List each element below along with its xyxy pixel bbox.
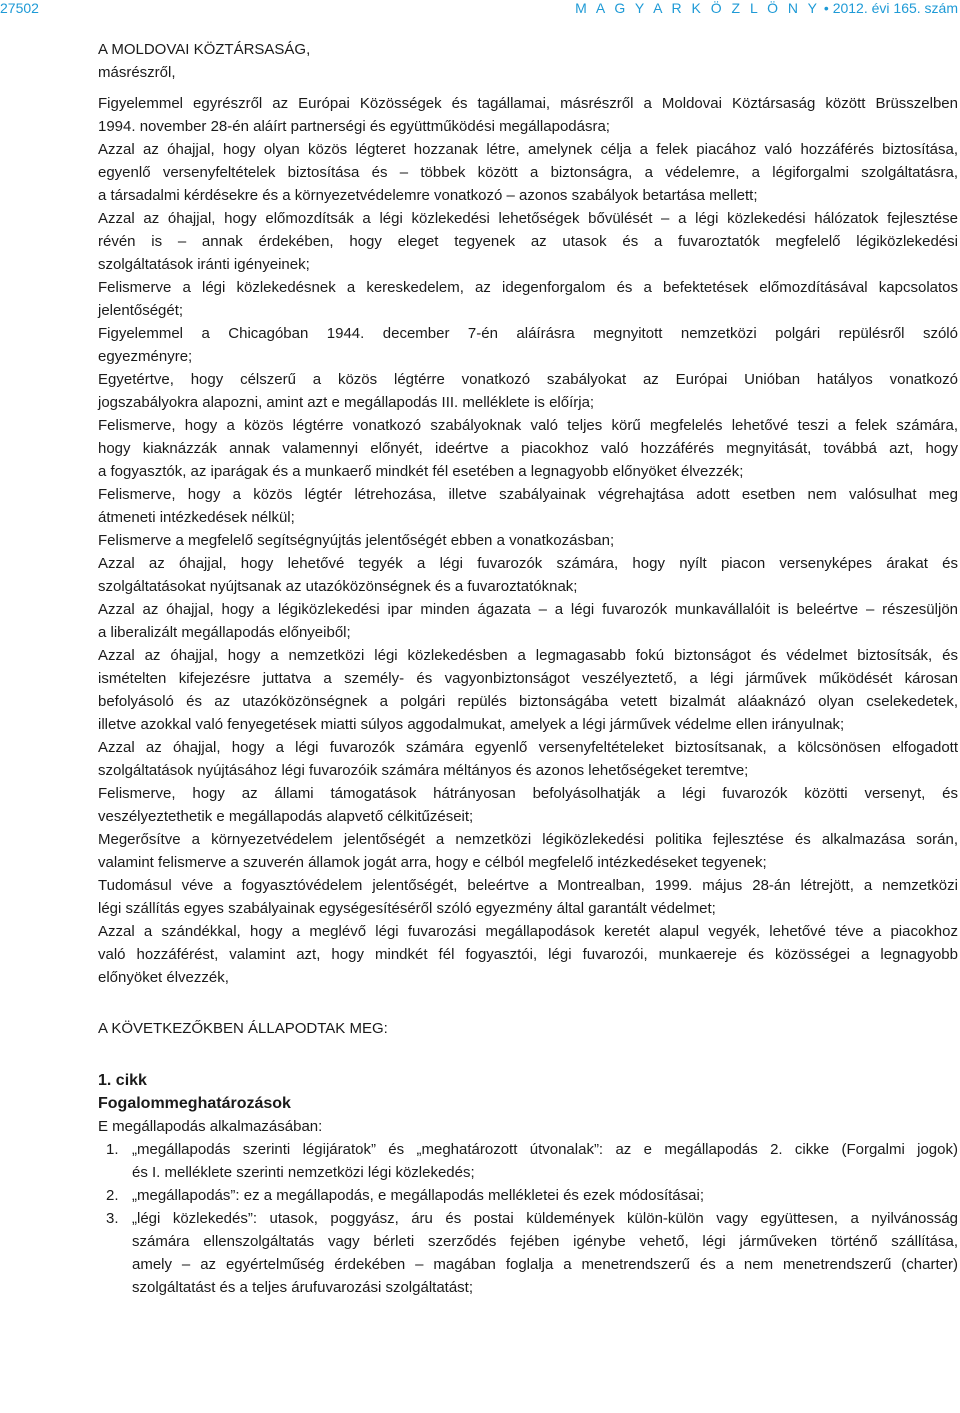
spacer	[98, 84, 958, 92]
recital-line: átmeneti intézkedések nélkül;	[98, 509, 295, 526]
recital-line: jogszabályokra alapozni, amint azt e megállapodás III. melléklete is előírja;	[98, 394, 595, 411]
item-line: számára ellenszolgáltatás vagy bérleti szerződés fejében igénybe vehető, légi járműveken történő szállítása,	[132, 1233, 958, 1250]
recital-line: révén is – annak érdekében, hogy eleget tegyenek az utasok és a fuvaroztatók megfelelő légiközlekedési	[98, 233, 958, 250]
recital-paragraph	[98, 414, 958, 483]
recital-line: való hozzáférést, valamint azt, hogy mindkét fél fogyasztói, légi fuvarozói, munkaereje és közösségei a legnagyobb	[98, 946, 958, 963]
recital-line: a fogyasztók, az iparágak és a munkaerő mindkét fél esetében a legnagyobb előnyöket élvezzék;	[98, 463, 744, 480]
page-number: 27502	[0, 0, 39, 16]
recital-paragraph	[98, 552, 958, 598]
item-line: amely – az egyértelműség érdekében – magában foglalja a menetrendszerű és a nem menetrendszerű (charter)	[132, 1256, 958, 1273]
spacer	[98, 989, 958, 1017]
recital-line: szolgáltatásokat nyújtsanak az utazóközönségnek és a fuvaroztatóknak;	[98, 578, 578, 595]
recital-paragraph	[98, 207, 958, 276]
definition-item	[98, 1184, 958, 1207]
recital-line: valamint felismerve a szuverén államok jogát arra, hogy e célból megfelelő intézkedéseket tegyenek;	[98, 854, 767, 871]
recital-paragraph	[98, 483, 958, 529]
item-line: „megállapodás”: ez a megállapodás, e megállapodás mellékletei és ezek módosításai;	[132, 1187, 704, 1204]
page-header	[0, 0, 960, 20]
recital-line: Felismerve, hogy az állami támogatások hátrányosan befolyásolhatják a légi fuvarozók közötti versenyt, és	[98, 785, 958, 802]
recital-paragraph	[98, 368, 958, 414]
recital-line: Figyelemmel egyrészről az Európai Közösségek és tagállamai, másrészről a Moldovai Köztársaság között Brüsszelben	[98, 95, 958, 112]
item-line: és I. melléklete szerinti nemzetközi légi közlekedés;	[132, 1164, 475, 1181]
recital-paragraph	[98, 529, 958, 552]
recital-line: előnyöket élvezzék,	[98, 969, 229, 986]
recital-line: Egyetértve, hogy célszerű a közös légtérre vonatkozó szabályokat az Európai Unióban hatályos vonatkozó	[98, 371, 958, 388]
recital-line: szolgáltatások iránti igényeinek;	[98, 256, 310, 273]
recital-paragraph	[98, 736, 958, 782]
recital-paragraph	[98, 598, 958, 644]
recital-line: Azzal az óhajjal, hogy a légiközlekedési ipar minden ágazata – a légi fuvarozók munkavállalóit is beleértve – részesüljön	[98, 601, 958, 618]
recital-paragraph	[98, 138, 958, 207]
definition-list	[98, 1138, 958, 1299]
recital-paragraph	[98, 322, 958, 368]
item-number: 2.	[106, 1187, 119, 1204]
article-intro: E megállapodás alkalmazásában:	[98, 1118, 323, 1135]
recital-line: Felismerve, hogy a közös légtérre vonatkozó szabályoknak való teljes körű megfelelés lehetővé teszi a felek számára,	[98, 417, 958, 434]
journal-title	[575, 0, 958, 16]
definition-item	[98, 1207, 958, 1299]
recital-paragraph	[98, 92, 958, 138]
recital-line: szolgáltatások nyújtásához légi fuvarozóik számára méltányos és azonos lehetőségeket teremtve;	[98, 762, 749, 779]
document-body	[98, 38, 958, 1299]
recital-line: a társadalmi kérdésekre és a környezetvédelemre vonatkozó – azonos szabályok betartása mellett;	[98, 187, 758, 204]
recital-line: Azzal az óhajjal, hogy lehetővé tegyék a légi fuvarozók számára, hogy nyílt piacon versenyképes árakat és	[98, 555, 958, 572]
recital-line: Azzal az óhajjal, hogy a légi fuvarozók számára egyenlő versenyfeltételeket biztosítsanak, a kölcsönösen elfogadott	[98, 739, 958, 756]
recital-paragraph	[98, 874, 958, 920]
recital-line: Azzal az óhajjal, hogy előmozdítsák a légi közlekedési lehetőségek bővülését – a légi közlekedési hálózatok fejlesztése	[98, 210, 958, 227]
recitals	[98, 92, 958, 989]
recital-line: Felismerve, hogy a közös légtér létrehozása, illetve szabályainak végrehajtása adott esetben nem valósulhat meg	[98, 486, 958, 503]
article-number: 1. cikk	[98, 1072, 147, 1089]
recital-line: Felismerve a légi közlekedésnek a kereskedelem, az idegenforgalom és a befektetések előmozdításával kapcsolatos	[98, 279, 958, 296]
definition-item	[98, 1138, 958, 1184]
spacer	[98, 1040, 958, 1069]
recital-line: Figyelemmel a Chicagóban 1944. december 7-én aláírásra megnyitott nemzetközi polgári repülésről szóló	[98, 325, 958, 342]
party-name: A MOLDOVAI KÖZTÁRSASÁG,	[98, 41, 311, 58]
recital-paragraph	[98, 276, 958, 322]
recital-line: Azzal az óhajjal, hogy olyan közös légteret hozzanak létre, amelynek célja a felek piacához való hozzáférés biztosítása,	[98, 141, 958, 158]
recital-line: ismételten kifejezésre juttatva a személy- és vagyonbiztonságot veszélyeztető, a légi járművek működését károsan	[98, 670, 958, 687]
recital-line: a liberalizált megállapodás előnyeiből;	[98, 624, 351, 641]
recital-line: Tudomásul véve a fogyasztóvédelem jelentőségét, beleértve a Montrealban, 1999. május 28-án létrejött, a nemzetközi	[98, 877, 958, 894]
recital-line: egyezményre;	[98, 348, 193, 365]
recital-line: illetve azokkal való fenyegetések miatti súlyos aggodalmukat, amelyek a légi járművek védelme ellen irányulnak;	[98, 716, 845, 733]
item-number: 1.	[106, 1141, 119, 1158]
recital-line: veszélyeztethetik e megállapodás alapvető célkitűzéseit;	[98, 808, 474, 825]
recital-line: befolyásoló és az utazóközönségnek a polgári repülés biztonságába vetett bizalmát aláaknázó olyan cselekedetek,	[98, 693, 958, 710]
party-block	[98, 38, 958, 84]
item-line: „légi közlekedés”: utasok, poggyász, áru és postai küldemények külön-külön vagy együttesen, a nyilvánosság	[132, 1210, 958, 1227]
recital-line: Azzal a szándékkal, hogy a meglévő légi fuvarozási megállapodások keretét alapul vegyék, lehetővé téve a piacokhoz	[98, 923, 958, 940]
recital-line: Felismerve a megfelelő segítségnyújtás jelentőségét ebben a vonatkozásban;	[98, 532, 615, 549]
recital-line: Azzal az óhajjal, hogy a nemzetközi légi közlekedésben a legmagasabb fokú biztonságot és védelmet biztosítsák, és	[98, 647, 958, 664]
recital-paragraph	[98, 782, 958, 828]
recital-line: egyenlő versenyfeltételek biztosítása és – többek között a biztonságra, a védelemre, a légiforgalmi szolgáltatásra,	[98, 164, 958, 181]
recital-paragraph	[98, 644, 958, 736]
item-line: szolgáltatást és a teljes árufuvarozási szolgáltatást;	[132, 1279, 474, 1296]
party-side: másrészről,	[98, 64, 176, 81]
agreement-statement: A KÖVETKEZŐKBEN ÁLLAPODTAK MEG:	[98, 1020, 388, 1037]
issue-label: 2012. évi 165. szám	[832, 0, 958, 16]
article-title: Fogalommeghatározások	[98, 1095, 291, 1112]
recital-paragraph	[98, 828, 958, 874]
recital-line: 1994. november 28-én aláírt partnerségi és együttműködési megállapodásra;	[98, 118, 610, 135]
journal-name: M A G Y A R K Ö Z L Ö N Y	[575, 0, 821, 16]
recital-line: Megerősítve a környezetvédelem jelentőségét a nemzetközi légiközlekedési politika fejlesztése és alkalmazása során,	[98, 831, 958, 848]
bullet-separator: •	[823, 0, 829, 16]
item-number: 3.	[106, 1210, 119, 1227]
recital-line: jelentőségét;	[98, 302, 184, 319]
recital-line: hogy kiaknázzák annak valamennyi előnyét, ideértve a piacokhoz való hozzáférés megnyitását, továbbá azt, hogy	[98, 440, 958, 457]
recital-line: légi szállítás egyes szabályainak egységesítéséről szóló egyezmény által garantált védelmet;	[98, 900, 716, 917]
item-line: „megállapodás szerinti légijáratok” és „meghatározott útvonalak”: az e megállapodás 2. cikke (Forgalmi jogok)	[132, 1141, 958, 1158]
recital-paragraph	[98, 920, 958, 989]
